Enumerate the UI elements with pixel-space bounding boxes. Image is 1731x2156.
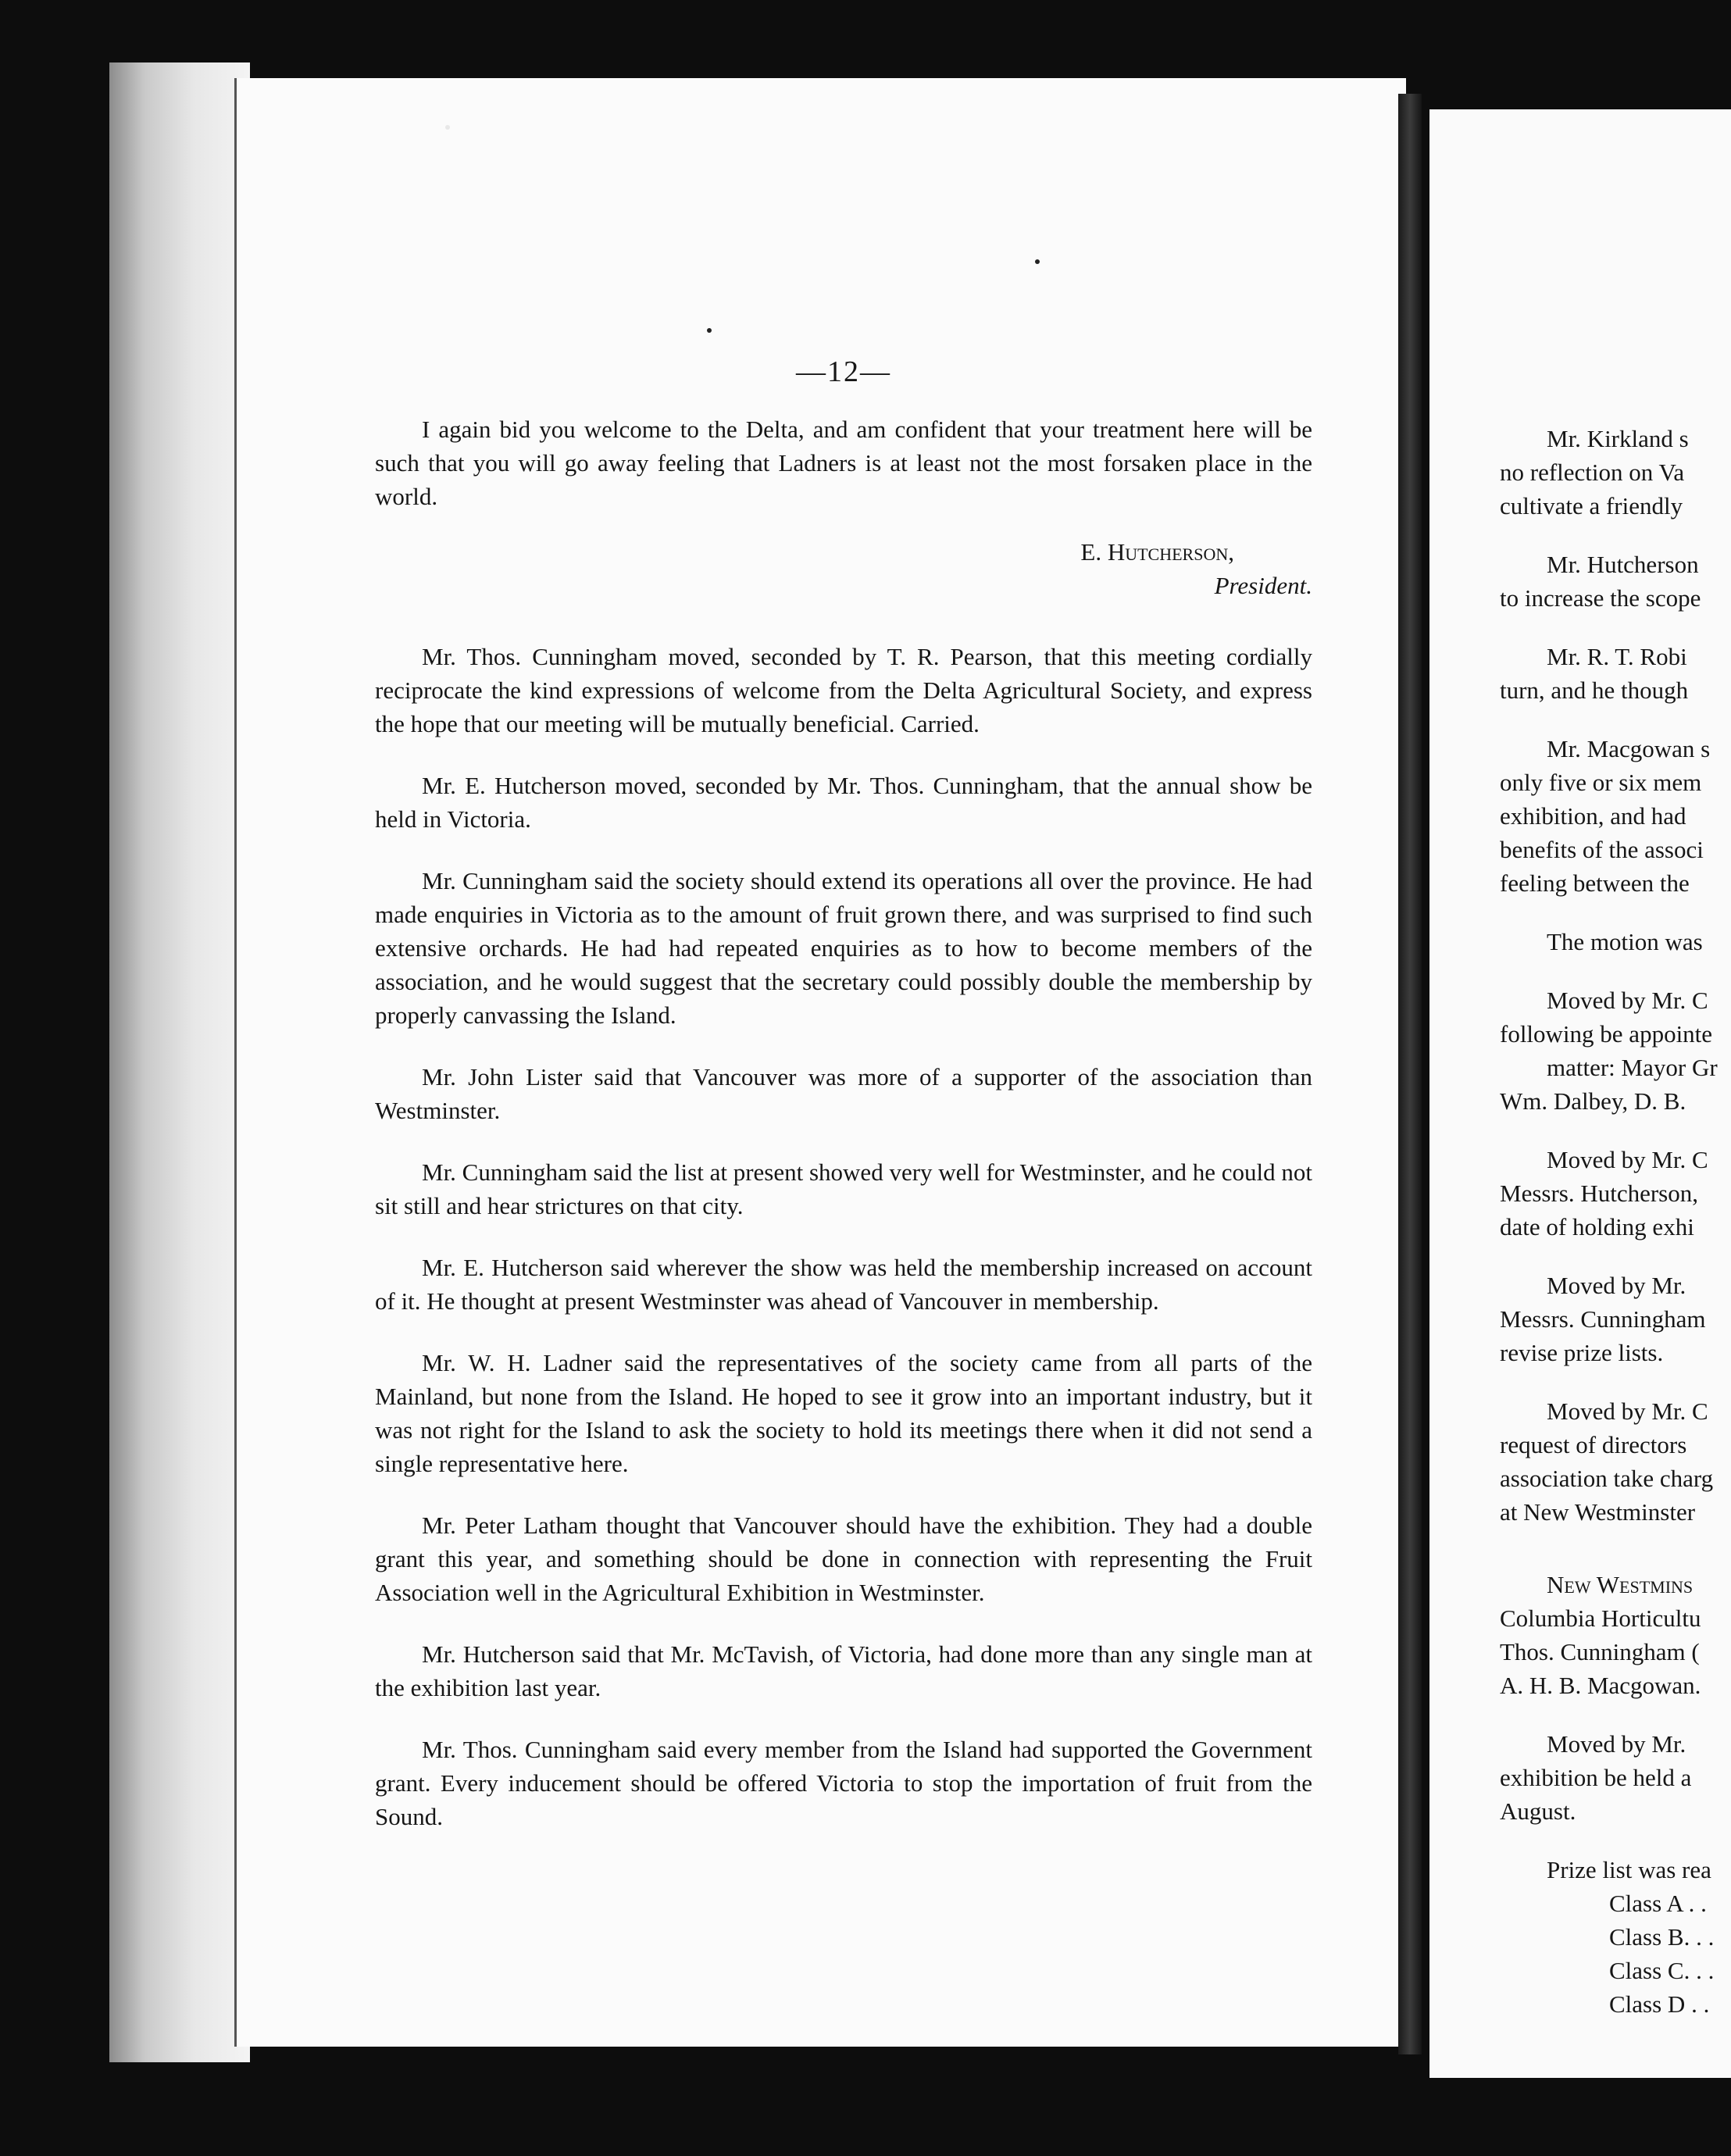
dust-speck (445, 125, 450, 130)
dust-speck (1035, 259, 1040, 264)
left-page-text (375, 355, 1312, 1862)
fragment-paragraph (1500, 548, 1731, 615)
fragment-line: A. H. B. Macgowan. (1500, 1672, 1701, 1699)
fragment-line: benefits of the associ (1500, 836, 1704, 863)
fragment-line: Moved by Mr. C (1547, 1146, 1708, 1173)
fragment-line: exhibition, and had (1500, 802, 1686, 830)
fragment-line: Messrs. Cunningham (1500, 1305, 1706, 1333)
fragment-line: no reflection on Va (1500, 459, 1685, 486)
right-page-text (1500, 422, 1731, 2046)
prize-list (1500, 1853, 1731, 2021)
minutes-paragraph: Mr. Peter Latham thought that Vancouver should have the exhibition. They had a double grant this year, and something should be done in connection with representing the Fruit Association well in the Agricultural Exhibition in Westminster. (375, 1512, 1312, 1606)
fragment-line: matter: Mayor Gr (1547, 1054, 1718, 1081)
fragment-paragraph (1500, 1568, 1731, 1702)
fragment-paragraph (1500, 1394, 1731, 1529)
minutes-paragraph: Mr. Thos. Cunningham said every member from the Island had supported the Government grant. Every inducement should be offered Victoria to stop the importation of fruit from the Sound. (375, 1736, 1312, 1830)
fragment-line: Moved by Mr. C (1547, 987, 1708, 1014)
fragment-paragraph (1500, 1727, 1731, 1828)
dust-speck (707, 328, 712, 333)
fragment-line: Messrs. Hutcherson, (1500, 1180, 1698, 1207)
fragment-line: Wm. Dalbey, D. B. (1500, 1087, 1686, 1115)
fragment-line: cultivate a friendly (1500, 492, 1683, 519)
page-edge-stack (109, 62, 250, 2062)
fragment-line: exhibition be held a (1500, 1764, 1692, 1791)
prize-class-item: Class B. . . (1609, 1923, 1715, 1951)
fragment-line: turn, and he though (1500, 676, 1689, 704)
welcome-paragraph: I again bid you welcome to the Delta, and am confident that your treatment here will be such that you will go away feeling that Ladners is at least not the most forsaken place in the world. (375, 416, 1312, 510)
signature-name: E. Hutcherson, (1080, 538, 1234, 566)
minutes-paragraph: Mr. Cunningham said the list at present showed very well for Westminster, and he could not sit still and hear strictures on that city. (375, 1158, 1312, 1219)
minutes-paragraph: Mr. Thos. Cunningham moved, seconded by T. R. Pearson, that this meeting cordially reciprocate the kind expressions of welcome from the Delta Agricultural Society, and express the hope that our meeting will be mutually beneficial. Carried. (375, 643, 1312, 737)
fragment-line: feeling between the (1500, 869, 1690, 897)
fragment-line: Mr. R. T. Robi (1547, 643, 1687, 670)
fragment-line: following be appointe (1500, 1020, 1713, 1048)
fragment-paragraph (1500, 983, 1731, 1118)
signature-title: President. (1214, 572, 1312, 599)
fragment-paragraph (1500, 1143, 1731, 1244)
fragment-line: Thos. Cunningham ( (1500, 1638, 1700, 1665)
book-gutter (1398, 94, 1422, 2054)
fragment-line: Mr. Hutcherson (1547, 551, 1699, 578)
fragment-line: association take charg (1500, 1465, 1714, 1492)
minutes-paragraph: Mr. Hutcherson said that Mr. McTavish, of Victoria, had done more than any single man at the exhibition last year. (375, 1640, 1312, 1701)
minutes-paragraph: Mr. John Lister said that Vancouver was more of a supporter of the association than Westminster. (375, 1063, 1312, 1124)
fragment-line: Moved by Mr. (1547, 1730, 1686, 1758)
minutes-paragraph: Mr. E. Hutcherson moved, seconded by Mr. Thos. Cunningham, that the annual show be held in Victoria. (375, 772, 1312, 833)
fragment-line: revise prize lists. (1500, 1339, 1664, 1366)
prize-class-item: Class D . . (1609, 1990, 1710, 2018)
fragment-line: Mr. Kirkland s (1547, 425, 1689, 452)
fragment-paragraph (1500, 925, 1731, 958)
fragment-line: August. (1500, 1797, 1576, 1825)
fragment-line: New Westmins (1547, 1571, 1694, 1598)
minutes-paragraph: Mr. W. H. Ladner said the representatives of the society came from all parts of the Mainland, but none from the Island. He hoped to see it grow into an important industry, but it was not right for the Island to ask the society to hold its meetings there when it did not send a single representative here. (375, 1349, 1312, 1477)
minutes-paragraph: Mr. E. Hutcherson said wherever the show was held the membership increased on account of it. He thought at present Westminster was ahead of Vancouver in membership. (375, 1254, 1312, 1315)
fragment-line: Moved by Mr. C (1547, 1397, 1708, 1425)
page-number: —12— (796, 355, 891, 388)
fragment-line: Columbia Horticultu (1500, 1605, 1701, 1632)
fragment-line: Mr. Macgowan s (1547, 735, 1711, 762)
fragment-line: The motion was (1547, 928, 1703, 955)
fragment-line: request of directors (1500, 1431, 1687, 1458)
minutes-paragraph: Mr. Cunningham said the society should extend its operations all over the province. He had made enquiries in Victoria as to the amount of fruit grown there, and was surprised to find such extensive orchards. He had had repeated enquiries as to how to become members of the association, and he would suggest that the secretary could possibly double the membership by properly canvassing the Island. (375, 867, 1312, 1029)
fragment-line: only five or six mem (1500, 769, 1702, 796)
prize-class-item: Class C. . . (1609, 1957, 1715, 1984)
fragment-paragraph (1500, 732, 1731, 900)
fragment-paragraph (1500, 422, 1731, 523)
fragment-line: date of holding exhi (1500, 1213, 1694, 1240)
prize-list-intro: Prize list was rea (1547, 1856, 1711, 1883)
fragment-paragraph (1500, 1269, 1731, 1369)
prize-class-item: Class A . . (1609, 1890, 1707, 1917)
fragment-line: to increase the scope (1500, 584, 1701, 612)
fragment-line: at New Westminster (1500, 1498, 1696, 1526)
fragment-paragraph (1500, 640, 1731, 707)
fragment-line: Moved by Mr. (1547, 1272, 1686, 1299)
